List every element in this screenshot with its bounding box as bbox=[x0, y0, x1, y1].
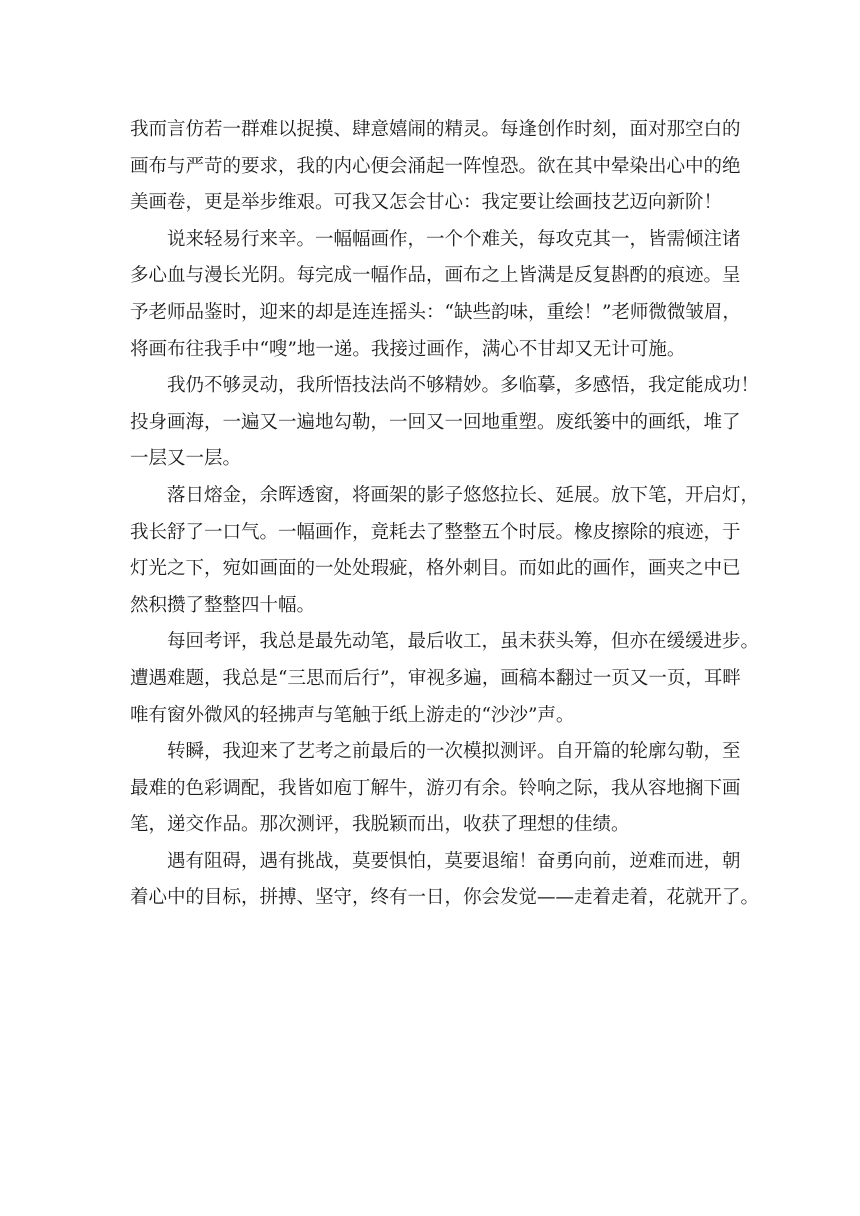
essay-body bbox=[130, 112, 760, 917]
text-line: 落日熔金，余晖透窗，将画架的影子悠悠拉长、延展。放下笔，开启灯， bbox=[167, 484, 760, 506]
text-line: 笔，递交作品。那次测评，我脱颖而出，收获了理想的佳绩。 bbox=[130, 814, 630, 836]
text-line: 遇有阻碍，遇有挑战，莫要惧怕，莫要退缩！奋勇向前，逆难而进，朝 bbox=[167, 850, 741, 872]
text-line: 灯光之下，宛如画面的一处处瑕疵，格外刺目。而如此的画作，画夹之中已 bbox=[130, 558, 741, 580]
text-line: 多心血与漫长光阴。每完成一幅作品，画布之上皆满是反复斟酌的痕迹。呈 bbox=[130, 265, 741, 287]
text-line: 我仍不够灵动，我所悟技法尚不够精妙。多临摹，多感悟，我定能成功！ bbox=[167, 375, 760, 397]
text-line: 着心中的目标，拼搏、坚守，终有一日，你会发觉——走着走着，花就开了。 bbox=[130, 887, 760, 909]
text-line: 将画布往我手中“嗖”地一递。我接过画作，满心不甘却又无计可施。 bbox=[130, 338, 686, 360]
text-line: 然积攒了整整四十幅。 bbox=[130, 594, 316, 616]
text-line: 转瞬，我迎来了艺考之前最后的一次模拟测评。自开篇的轮廓勾勒，至 bbox=[167, 741, 741, 763]
text-line: 遭遇难题，我总是“三思而后行”，审视多遍，画稿本翻过一页又一页，耳畔 bbox=[130, 667, 741, 689]
text-line: 画布与严苛的要求，我的内心便会涌起一阵惶恐。欲在其中晕染出心中的绝 bbox=[130, 155, 741, 177]
text-line: 予老师品鉴时，迎来的却是连连摇头：“缺些韵味，重绘！”老师微微皱眉， bbox=[130, 301, 741, 323]
text-line: 投身画海，一遍又一遍地勾勒，一回又一回地重塑。废纸篓中的画纸，堆了 bbox=[130, 411, 741, 433]
text-line: 我长舒了一口气。一幅画作，竟耗去了整整五个时辰。橡皮擦除的痕迹，于 bbox=[130, 521, 741, 543]
text-line: 每回考评，我总是最先动笔，最后收工，虽未获头筹，但亦在缓缓进步。 bbox=[167, 631, 760, 653]
text-line: 最难的色彩调配，我皆如庖丁解牛，游刃有余。铃响之际，我从容地搁下画 bbox=[130, 777, 741, 799]
text-line: 一层又一层。 bbox=[130, 448, 242, 470]
text-line: 美画卷，更是举步维艰。可我又怎会甘心：我定要让绘画技艺迈向新阶！ bbox=[130, 192, 723, 214]
text-line: 说来轻易行来辛。一幅幅画作，一个个难关，每攻克其一，皆需倾注诸 bbox=[167, 228, 741, 250]
text-line: 我而言仿若一群难以捉摸、肆意嬉闹的精灵。每逢创作时刻，面对那空白的 bbox=[130, 119, 741, 140]
text-line: 唯有窗外微风的轻拂声与笔触于纸上游走的“沙沙”声。 bbox=[130, 704, 575, 726]
